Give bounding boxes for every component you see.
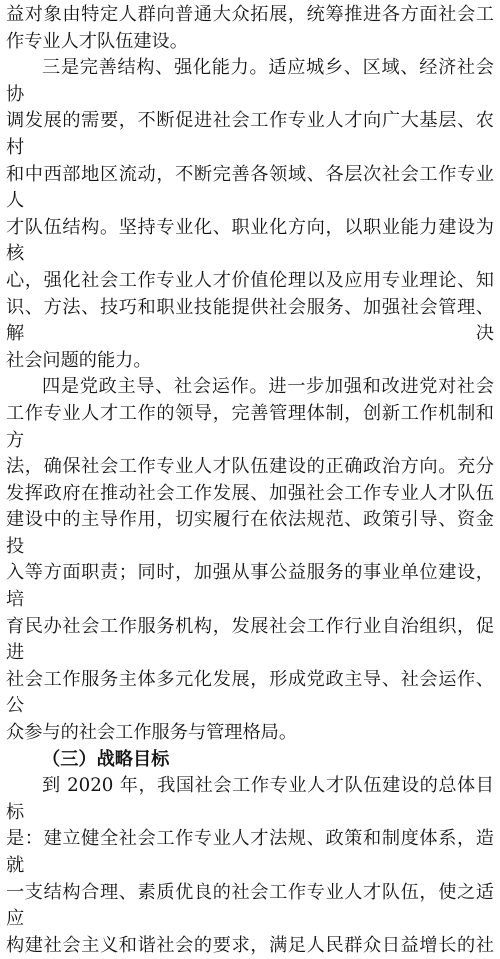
text-line: 育民办社会工作服务机构，发展社会工作行业自治组织，促进 (6, 615, 494, 664)
heading-text: （三）战略目标 (42, 748, 170, 770)
text-line: 才队伍结构。坚持专业化、职业化方向，以职业能力建设为核 (6, 216, 494, 265)
text-line: 入等方面职责；同时，加强从事公益服务的事业单位建设，培 (6, 562, 494, 611)
text-line: 社会问题的能力。 (6, 349, 152, 371)
text-line: 工作专业人才工作的领导，完善管理体制，创新工作机制和方 (6, 402, 494, 451)
text-line: 三是完善结构、强化能力。适应城乡、区域、经济社会协 (6, 57, 494, 105)
paragraph-goals (6, 773, 494, 959)
text-line: 调发展的需要，不断促进社会工作专业人才向广大基层、农村 (6, 110, 494, 158)
text-line: 法，确保社会工作专业人才队伍建设的正确政治方向。充分 (6, 456, 494, 478)
paragraph-structure-capability (6, 55, 494, 374)
text-line: 心，强化社会工作专业人才价值伦理以及应用专业理论、知 (6, 269, 494, 291)
text-line: 和中西部地区流动，不断完善各领域、各层次社会工作专业人 (6, 163, 494, 212)
text-line: 益对象由特定人群向普通大众拓展，统筹推进各方面社会工 (6, 4, 494, 25)
paragraph-party-government-leadership (6, 374, 494, 746)
text-line: 到 2020 年，我国社会工作专业人才队伍建设的总体目标 (6, 775, 494, 823)
paragraph-continuation (6, 2, 494, 55)
text-line: 建设中的主导作用，切实履行在依法规范、政策引导、资金投 (6, 509, 494, 557)
text-line: 识、方法、技巧和职业技能提供社会服务、加强社会管理、解决 (6, 296, 494, 345)
text-line: 构建社会主义和谐社会的要求，满足人民群众日益增长的社 (6, 934, 494, 956)
text-line: 是：建立健全社会工作专业人才法规、政策和制度体系，造就 (6, 828, 494, 876)
text-line: 众参与的社会工作服务与管理格局。 (6, 722, 298, 744)
text-line: 社会工作服务主体多元化发展，形成党政主导、社会运作、公 (6, 668, 494, 717)
text-line: 发挥政府在推动社会工作发展、加强社会工作专业人才队伍 (6, 482, 494, 504)
text-line: 一支结构合理、素质优良的社会工作专业人才队伍，使之适应 (6, 881, 494, 930)
text-line: 四是党政主导、社会运作。进一步加强和改进党对社会 (42, 376, 494, 398)
text-line: 作专业人才队伍建设。 (6, 30, 188, 52)
section-heading (6, 747, 494, 774)
